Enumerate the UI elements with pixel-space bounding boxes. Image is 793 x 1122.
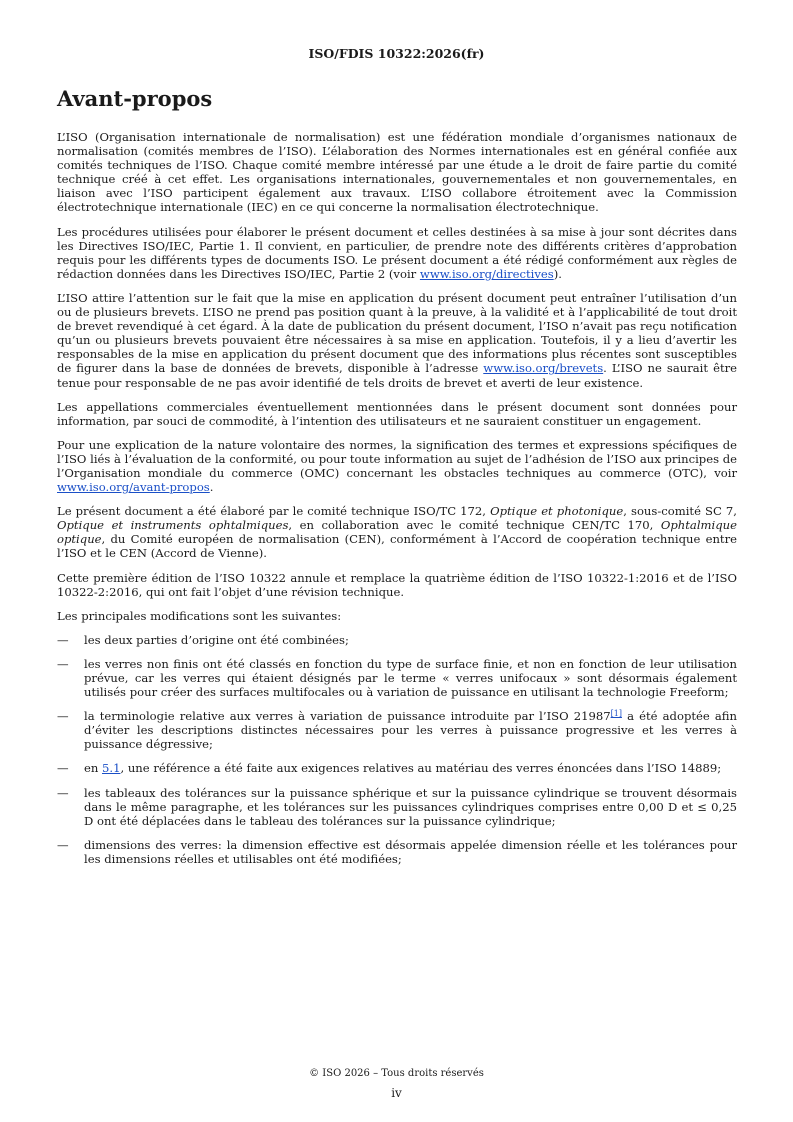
- paragraph-committee: Le présent document a été élaboré par le comité technique ISO/TC 172, Optique et photonique, sous-comité SC 7, Optique et instruments ophtalmiques, en collaboration avec le comité technique CEN/TC 170, Ophtalmique optique, du Comité européen de normalisation (CEN), conformément à l’Accord de coopération technique entre l’ISO et le CEN (Accord de Vienne).: [57, 504, 737, 561]
- paragraph-edition: Cette première édition de l’ISO 10322 annule et remplace la quatrième édition de l’ISO 10322-1:2016 et de l’ISO 10322-2:2016, qui ont fait l’objet d’une révision technique.: [57, 570, 737, 599]
- reference-link-1[interactable]: [1]: [610, 709, 622, 719]
- paragraph-patents: L’ISO attire l’attention sur le fait que la mise en application du présent document peut entraîner l’utilisation d’un ou de plusieurs brevets. L’ISO ne prend pas position quant à la preuve, à la validité et à l’applicabilité de tout droit de brevet revendiqué à cet égard. À la date de publication du présent document, l’ISO n’avait pas reçu notification qu’un ou plusieurs brevets pouvaient être nécessaires à sa mise en application. Toutefois, il y a lieu d’avertir les responsables de la mise en application du présent document que des informations plus récentes sont susceptibles de figurer dans la base de données de brevets, disponible à l’adresse www.iso.org/brevets. L’ISO ne saurait être tenue pour responsable de ne pas avoir identifié de tels droits de brevet et averti de leur existence.: [57, 290, 738, 390]
- link-brevets[interactable]: www.iso.org/brevets: [483, 361, 604, 376]
- page-title: Avant-propos: [57, 86, 213, 111]
- list-item: — dimensions des verres: la dimension effective est désormais appelée dimension réelle et les tolérances pour les dimensions réelles et utilisables ont été modifiées;: [57, 837, 737, 866]
- copyright-footer: © ISO 2026 – Tous droits réservés: [309, 1068, 484, 1079]
- paragraph-iso-intro: L’ISO (Organisation internationale de normalisation) est une fédération mondiale d’organismes nationaux de normalisation (comités membres de l’ISO). L’élaboration des Normes internationales est en général confiée aux comités techniques de l’ISO. Chaque comité membre intéressé par une étude a le droit de faire partie du comité technique créé à cet effet. Les organisations internationales, gouvernementales et non gouvernementales, en liaison avec l’ISO participent également aux travaux. L’ISO collabore étroitement avec la Commission électrotechnique internationale (IEC) en ce qui concerne la normalisation électrotechnique.: [57, 130, 737, 215]
- changes-list: [57, 633, 737, 866]
- list-item: — les tableaux des tolérances sur la puissance sphérique et sur la puissance cylindrique se trouvent désormais dans le même paragraphe, et les tolérances sur les puissances cylindriques comprises entre 0,00 D et ≤ 0,25 D ont été déplacées dans le tableau des tolérances sur la puissance cylindrique;: [57, 785, 737, 828]
- list-item: — en 5.1, une référence a été faite aux exigences relatives au matériau des verres énoncées dans l’ISO 14889;: [57, 761, 722, 776]
- document-id-header: ISO/FDIS 10322:2026(fr): [308, 46, 485, 61]
- list-item: — les verres non finis ont été classés en fonction du type de surface finie, et non en fonction de leur utilisation prévue, car les verres qui étaient désignés par le terme « verres unifocaux » sont désormais également utilisés pour créer des surfaces multifocales ou à variation de puissance en utilisant la technologie Freeform;: [57, 656, 737, 700]
- paragraph-procedures: Les procédures utilisées pour élaborer le présent document et celles destinées à sa mise à jour sont décrites dans les Directives ISO/IEC, Partie 1. Il convient, en particulier, de prendre note des différents critères d’approbation requis pour les différents types de documents ISO. Le présent document a été rédigé conformément aux règles de rédaction données dans les Directives ISO/IEC, Partie 2 (voir www.iso.org/directives).: [57, 224, 737, 281]
- paragraph-trade-names: Les appellations commerciales éventuellement mentionnées dans le présent document sont données pour information, par souci de commodité, à l’intention des utilisateurs et ne sauraient constituer un engagement.: [57, 399, 737, 428]
- link-directives[interactable]: www.iso.org/directives: [419, 266, 554, 281]
- paragraph-voluntary-nature: Pour une explication de la nature volontaire des normes, la signification des termes et expressions spécifiques de l’ISO liés à l’évaluation de la conformité, ou pour toute information au sujet de l’adhésion de l’ISO aux principes de l’Organisation mondiale du commerce (OMC) concernant les obstacles techniques au commerce (OTC), voir www.iso.org/avant-propos.: [57, 437, 737, 495]
- list-item: — la terminologie relative aux verres à variation de puissance introduite par l’ISO 21987[1] a été adoptée afin d’éviter les descriptions distinctes nécessaires pour les verres à puissance progressive et les verres à puissance dégressive;: [57, 709, 737, 752]
- paragraph-changes-intro: Les principales modifications sont les suivantes:: [57, 608, 342, 623]
- list-item: — les deux parties d’origine ont été combinées;: [57, 632, 349, 647]
- link-avant-propos[interactable]: www.iso.org/avant-propos: [57, 480, 210, 495]
- foreword-body: [57, 130, 737, 876]
- page-number: iv: [391, 1086, 402, 1100]
- clause-link-5-1[interactable]: 5.1: [102, 761, 121, 776]
